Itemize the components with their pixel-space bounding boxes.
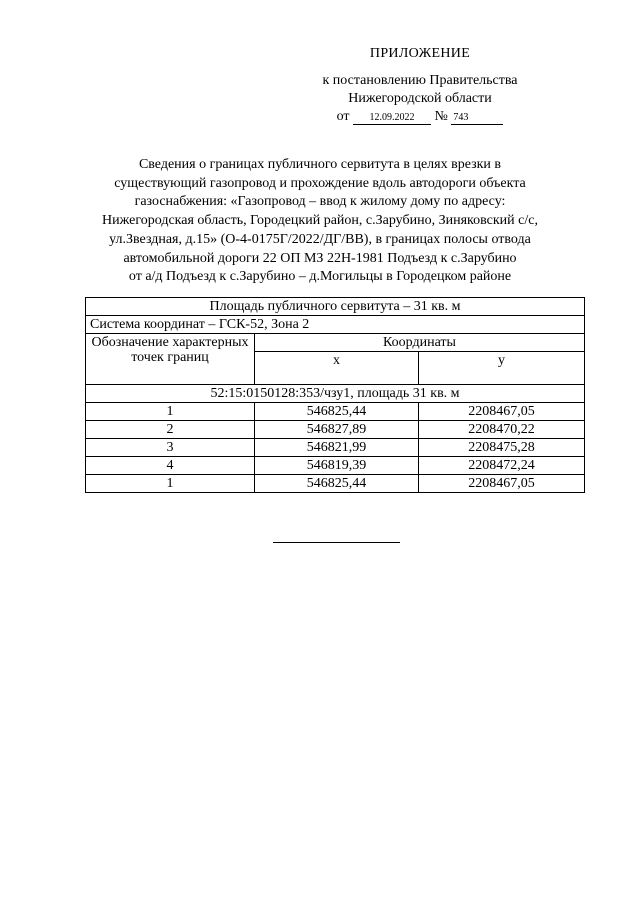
coordinates-table	[85, 297, 585, 493]
area-title-cell: Площадь публичного сервитута – 31 кв. м	[86, 298, 585, 316]
coords-header-cell: Координаты	[255, 334, 585, 352]
x-cell: 546819,39	[255, 457, 419, 475]
appendix-date-line	[300, 108, 540, 126]
appendix-line-2: Нижегородской области	[348, 91, 492, 106]
coord-system-cell: Система координат – ГСК-52, Зона 2	[86, 316, 585, 334]
appendix-title: ПРИЛОЖЕНИЕ	[369, 46, 471, 61]
header-row	[86, 334, 585, 352]
table-row	[86, 457, 585, 475]
date-field: 12.09.2022	[353, 112, 431, 125]
plot-row	[86, 385, 585, 403]
heading-line: Нижегородская область, Городецкий район, с.Зарубино, Зиняковский с/с,	[102, 213, 538, 229]
point-header-cell: Обозначение характерных точек границ	[86, 334, 255, 385]
x-header-cell: x	[255, 352, 419, 385]
y-header-cell: y	[419, 352, 585, 385]
heading-line: газоснабжения: «Газопровод – ввод к жилому дому по адресу:	[134, 194, 506, 210]
point-cell: 3	[86, 439, 255, 457]
y-cell: 2208467,05	[419, 403, 585, 421]
x-cell: 546821,99	[255, 439, 419, 457]
heading-line: существующий газопровод и прохождение вдоль автодороги объекта	[114, 175, 526, 191]
x-cell: 546825,44	[255, 403, 419, 421]
x-cell: 546827,89	[255, 421, 419, 439]
table-row	[86, 439, 585, 457]
heading-line: от а/д Подъезд к с.Зарубино – д.Могильцы в Городецком районе	[128, 269, 512, 285]
table-row	[86, 421, 585, 439]
point-cell: 1	[86, 475, 255, 493]
appendix-block	[300, 72, 540, 126]
number-prefix: №	[434, 109, 448, 124]
point-cell: 2	[86, 421, 255, 439]
point-cell: 4	[86, 457, 255, 475]
heading-line: ул.Звездная, д.15» (О-4-0175Г/2022/ДГ/ВВ), в границах полосы отвода	[109, 231, 531, 247]
appendix-line-1: к постановлению Правительства	[322, 73, 518, 88]
plot-title-cell: 52:15:0150128:353/чзу1, площадь 31 кв. м	[86, 385, 585, 403]
document-heading	[70, 156, 570, 287]
y-cell: 2208475,28	[419, 439, 585, 457]
bottom-divider	[273, 542, 400, 543]
area-row	[86, 298, 585, 316]
y-cell: 2208470,22	[419, 421, 585, 439]
table-row	[86, 403, 585, 421]
point-cell: 1	[86, 403, 255, 421]
heading-line: автомобильной дороги 22 ОП МЗ 22Н-1981 Подъезд к с.Зарубино	[123, 250, 517, 266]
y-cell: 2208467,05	[419, 475, 585, 493]
table-row	[86, 475, 585, 493]
date-prefix: от	[336, 109, 350, 124]
y-cell: 2208472,24	[419, 457, 585, 475]
number-field: 743	[451, 112, 503, 125]
x-cell: 546825,44	[255, 475, 419, 493]
heading-line: Сведения о границах публичного сервитута в целях врезки в	[138, 157, 502, 172]
coord-system-row	[86, 316, 585, 334]
